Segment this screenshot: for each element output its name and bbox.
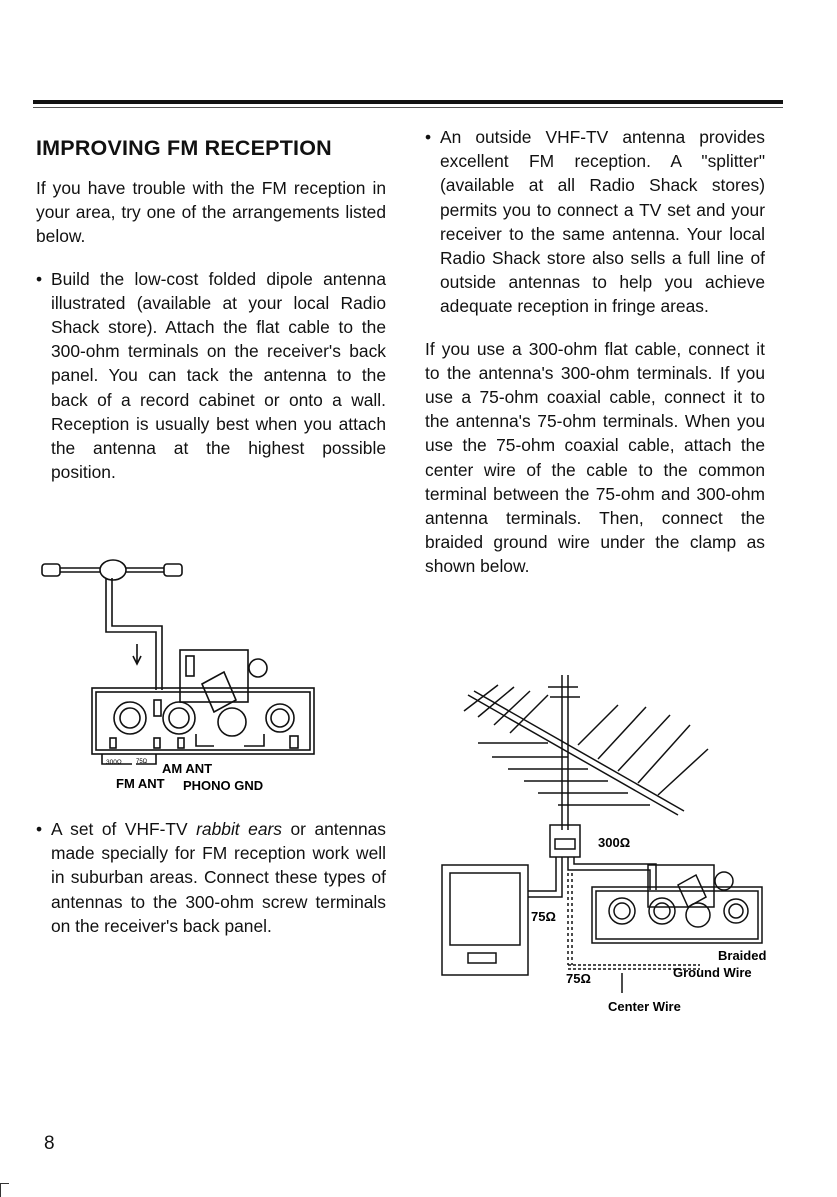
figure-dipole-antenna — [36, 550, 336, 800]
left-column-bottom — [36, 817, 386, 938]
back-panel — [92, 688, 314, 754]
corner-mark — [0, 1183, 9, 1197]
top-rule-thin — [33, 107, 783, 108]
bullet-rabbit-text-em: rabbit ears — [196, 819, 282, 839]
bullet-dot: • — [36, 819, 43, 839]
bullet-outside-antenna — [425, 125, 765, 319]
label-300-ohm: 300Ω — [598, 835, 631, 850]
coaxial-paragraph: If you use a 300-ohm flat cable, connect it to the antenna's 300-ohm terminals. If you use a 75-ohm coaxial cable, connect it to the antenna's 75-ohm terminals. When you use the 75-ohm coaxial cable, attach the center wire of the cable to the common terminal between the 75-ohm and 300-ohm antenna terminals. Then, connect the braided ground wire under the clamp as shown below. — [425, 338, 765, 577]
bullet-dipole — [36, 267, 386, 485]
section-heading: IMPROVING FM RECEPTION — [36, 136, 332, 160]
label-phono-gnd: PHONO GND — [183, 778, 264, 793]
right-column — [425, 125, 765, 579]
bullet-outside-text: An outside VHF-TV antenna provides excellent FM reception. A "splitter" (available at all Radio Shack stores) permits you to connect a TV set and your receiver to the same antenna. Your local Radio Shack store also sells a full line of outside antennas to help you achieve adequate reception in fringe areas. — [440, 127, 765, 317]
intro-paragraph: If you have trouble with the FM reception in your area, try one of the arrangements listed below. — [36, 178, 386, 247]
bullet-dot: • — [425, 127, 432, 147]
bullet-dipole-text: Build the low-cost folded dipole antenna illustrated (available at your local Radio Shack store). Attach the flat cable to the 300-ohm terminals on the receiver's back panel. You can tack the antenna to the back of a record cabinet or onto a wall. Reception is usually best when you attach the antenna at the highest possible position. — [51, 268, 386, 483]
top-rule — [33, 100, 783, 104]
bullet-dot: • — [36, 268, 43, 289]
label-75-ohm: 75Ω — [136, 759, 148, 765]
label-ground-wire: Ground Wire — [673, 965, 752, 980]
bullet-rabbit-text-post: or antennas made specially for FM reception work well in suburban areas. Connect these types of antennas to the 300-ohm screw terminals on the receiver's back panel. — [51, 819, 387, 936]
dipole-end-left — [42, 564, 60, 576]
outside-antenna-diagram — [438, 665, 783, 1020]
dipole-end-right — [164, 564, 182, 576]
label-am-ant: AM ANT — [162, 761, 213, 776]
receiver-panel — [592, 887, 762, 943]
dipole-center — [100, 560, 126, 580]
figure-outside-antenna — [438, 665, 783, 1020]
label-300-ohm: 300Ω — [106, 759, 122, 766]
tv-set — [442, 865, 528, 975]
label-75-ohm-side: 75Ω — [531, 909, 556, 924]
label-fm-ant: FM ANT — [116, 776, 165, 791]
bullet-rabbit-ears — [36, 817, 386, 938]
label-braided: Braided — [718, 948, 767, 963]
label-center-wire: Center Wire — [608, 999, 681, 1014]
page-number: 8 — [44, 1133, 55, 1154]
dipole-diagram — [36, 550, 336, 800]
left-column — [36, 134, 386, 484]
bullet-rabbit-text-pre: A set of VHF-TV — [51, 819, 197, 839]
label-75-ohm-bottom: 75Ω — [566, 971, 591, 986]
